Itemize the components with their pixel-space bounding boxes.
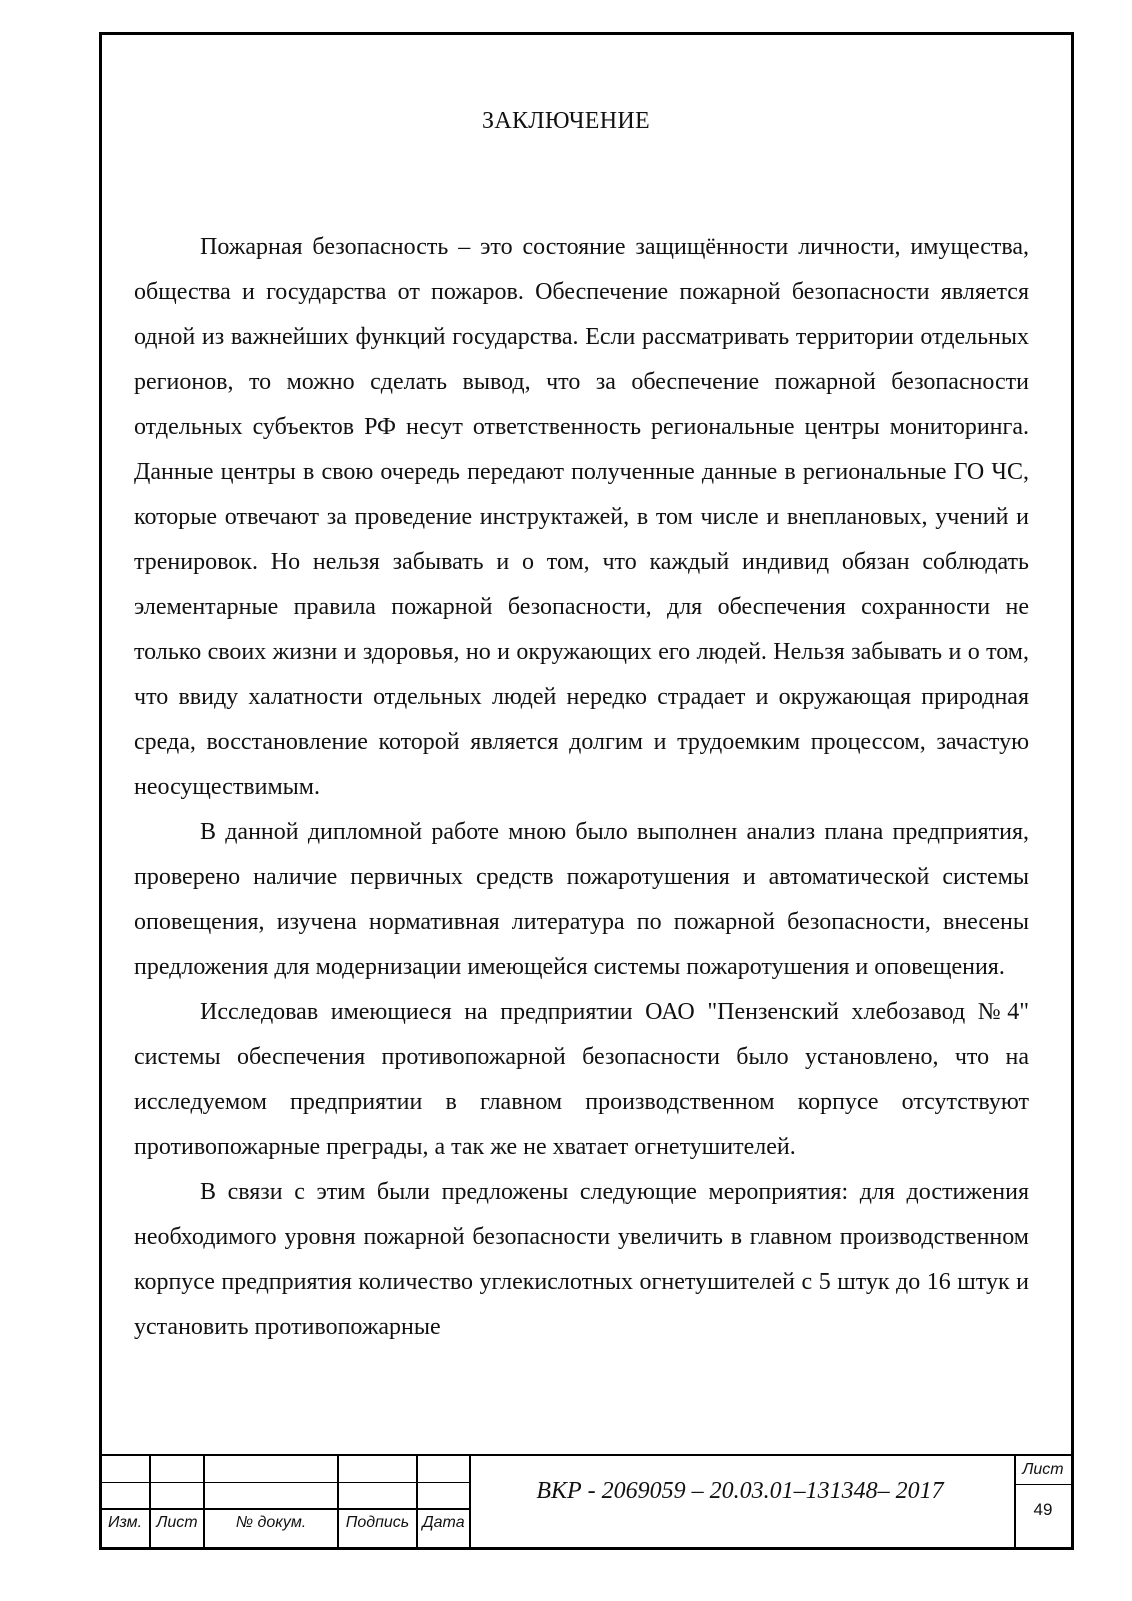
stamp-row-line xyxy=(99,1508,470,1510)
label-sheet: Лист xyxy=(156,1514,198,1531)
label-signature: Подпись xyxy=(345,1514,410,1531)
label-doc-number: № докум. xyxy=(235,1514,307,1531)
paragraph: В данной дипломной работе мною было выполнен анализ плана предприятия, проверено наличие первичных средств пожаротушения и автоматической системы оповещения, изучена нормативная литература по пожарной безопасности, внесены предложения для модернизации имеющейся системы пожаротушения и оповещения. xyxy=(134,819,1029,980)
document-code: ВКР - 2069059 – 20.03.01–131348– 2017 xyxy=(536,1478,944,1504)
page-title: ЗАКЛЮЧЕНИЕ xyxy=(482,108,650,134)
stamp-col-line xyxy=(203,1454,205,1550)
stamp-sheet-line xyxy=(1014,1484,1074,1485)
sheet-number: 49 xyxy=(1033,1500,1053,1519)
label-change: Изм. xyxy=(107,1514,143,1531)
paragraph: Исследовав имеющиеся на предприятии ОАО "Пензенский хлебозавод №4" системы обеспечения противопожарной безопасности было установлено, что на исследуемом предприятии в главном производственном корпусе отсутствуют противопожарные преграды, а так же не хватает огнетушителей. xyxy=(134,999,1029,1160)
paragraph: В связи с этим были предложены следующие мероприятия: для достижения необходимого уровня пожарной безопасности увеличить в главном производственном корпусе предприятия количество углекислотных огнетушителей с 5 штук до 16 штук и установить противопожарные xyxy=(134,1179,1029,1340)
stamp-col-line xyxy=(337,1454,339,1550)
stamp-col-line xyxy=(149,1454,151,1550)
sheet-label: Лист xyxy=(1022,1461,1064,1478)
stamp-top-line xyxy=(99,1454,1074,1456)
label-date: Дата xyxy=(422,1514,465,1531)
paragraph: Пожарная безопасность – это состояние защищённости личности, имущества, общества и государства от пожаров. Обеспечение пожарной безопасности является одной из важнейших функций государства. Если рассматривать территории отдельных регионов, то можно сделать вывод, что за обеспечение пожарной безопасности отдельных субъектов РФ несут ответственность региональные центры мониторинга. Данные центры в свою очередь передают полученные данные в региональные ГО ЧС, которые отвечают за проведение инструктажей, в том числе и внеплановых, учений и тренировок. Но нельзя забывать и о том, что каждый индивид обязан соблюдать элементарные правила пожарной безопасности, для обеспечения сохранности не только своих жизни и здоровья, но и окружающих его людей. Нельзя забывать и о том, что ввиду халатности отдельных людей нередко страдает и окружающая природная среда, восстановление которой является долгим и трудоемким процессом, зачастую неосуществимым. xyxy=(134,234,1029,800)
stamp-row-line xyxy=(99,1482,470,1483)
stamp-col-line xyxy=(416,1454,418,1550)
body-text xyxy=(134,225,1029,1350)
